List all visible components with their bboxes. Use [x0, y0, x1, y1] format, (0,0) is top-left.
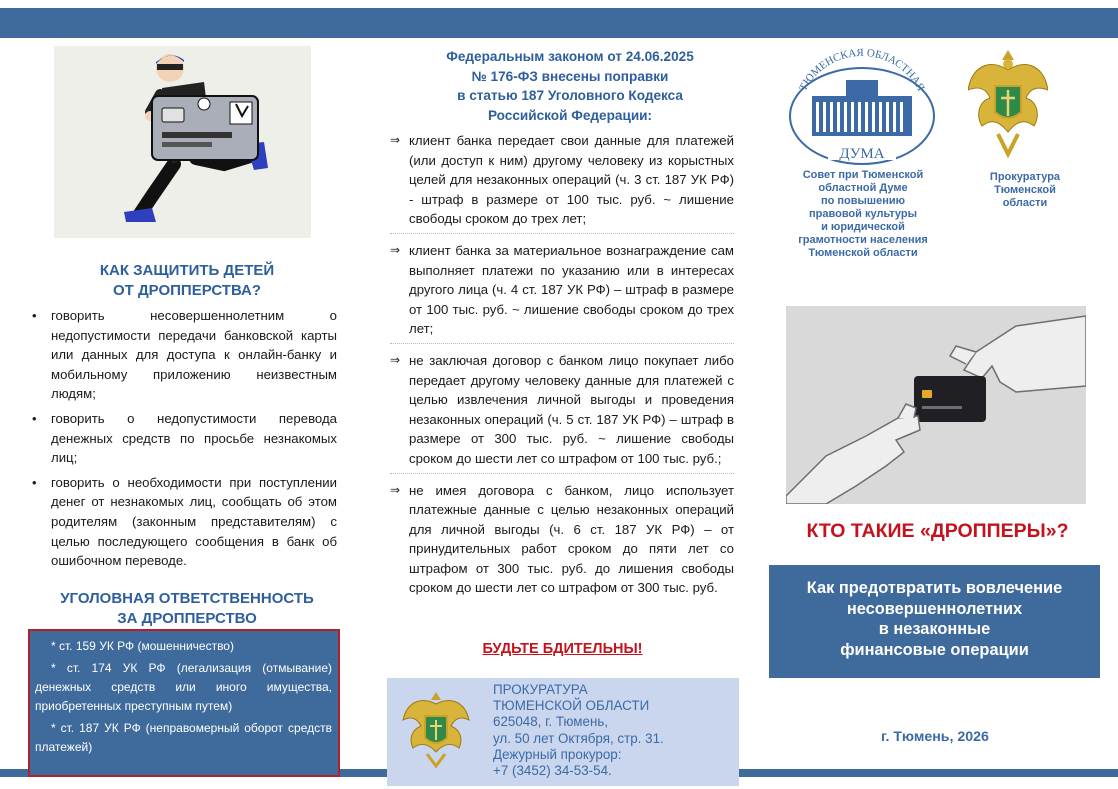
contact-line: 625048, г. Тюмень,	[493, 714, 609, 730]
protect-title-line1: КАК ЗАЩИТИТЬ ДЕТЕЙ	[99, 262, 275, 279]
prevent-involvement-banner	[769, 565, 1100, 678]
duma-logo-arc-text: ТЮМЕНСКАЯ ОБЛАСТНАЯ	[797, 46, 927, 94]
contact-line: ПРОКУРАТУРА	[493, 682, 588, 697]
caption-line: Прокуратура	[989, 171, 1061, 183]
amendment-text: клиент банка передает свои данные для платежей (или доступ к ним) другому человеку из корыстных целей для незаконных операций (ч. 3 ст. 187 УК РФ) - штраф в размере от 100 тыс. руб. ~ лишение свободы сроком до трех лет;	[409, 133, 734, 227]
list-item	[390, 351, 734, 474]
federal-law-header	[400, 47, 740, 125]
duma-council-caption	[778, 169, 948, 260]
prosecutor-emblem-icon	[401, 686, 471, 770]
criminal-liability-title	[28, 589, 346, 629]
protect-children-title	[28, 261, 346, 301]
contact-line: ТЮМЕНСКОЙ ОБЛАСТИ	[493, 698, 650, 714]
liability-title-line1: УГОЛОВНАЯ ОТВЕТСТВЕННОСТЬ	[60, 590, 314, 607]
banner-line: в незаконные	[878, 620, 991, 639]
law-header-line: Российской Федерации:	[487, 107, 653, 123]
liability-title-line2: ЗА ДРОППЕРСТВО	[117, 610, 257, 627]
liability-article: * ст. 187 УК РФ (неправомерный оборот средств платежей)	[35, 721, 332, 754]
amendment-text: не заключая договор с банком лицо покупает либо передает другому человеку данные для платежей с целью извлечения личной выгоды и проведения незаконных операций (ч. 5 ст. 187 УК РФ) – штраф в размере от 300 тыс. руб. ~ лишение свободы сроком до шести лет со штрафом от 100 тыс. руб.;	[409, 352, 734, 466]
contact-line: ул. 50 лет Октября, стр. 31.	[493, 730, 664, 746]
banner-line: Как предотвратить вовлечение	[806, 579, 1063, 597]
contact-phone: +7 (3452) 34-53-54.	[493, 763, 612, 779]
double-arrow-icon: ⇒	[390, 482, 401, 497]
caption-line: правовой культуры	[809, 208, 917, 220]
caption-line: и юридической	[821, 221, 905, 233]
caption-line: областной Думе	[818, 182, 908, 194]
prosecutor-contact-text	[493, 682, 733, 779]
hands-passing-card-photo	[786, 306, 1086, 504]
caption-line: Совет при Тюменской	[802, 169, 924, 181]
liability-article: * ст. 159 УК РФ (мошенничество)	[51, 639, 234, 653]
prosecutor-office-emblem-icon	[968, 46, 1048, 162]
be-vigilant-heading: БУДЬТЕ БДИТЕЛЬНЫ!	[482, 641, 643, 657]
list-item	[390, 241, 734, 344]
law-amendments-list	[390, 131, 734, 605]
double-arrow-icon: ⇒	[390, 242, 401, 257]
duma-logo-word: ДУМА	[839, 146, 885, 162]
amendment-text: не имея договора с банком, лицо использует платежные данные с целью незаконных операций для личной выгоды (ч. 6 ст. 187 УК РФ) – от принудительных работ сроком до пяти лет со штрафом от 300 тыс. руб. до лишения свободы сроком до шести лет со штрафом от 300 тыс. руб.	[409, 482, 734, 596]
who-are-droppers-title: КТО ТАКИЕ «ДРОППЕРЫ»?	[806, 520, 1069, 542]
top-color-bar	[0, 8, 1118, 38]
caption-line: Тюменской области	[808, 247, 918, 259]
list-item: • говорить о необходимости при поступлении денег от незнакомых лиц, сообщать об этом родителям (законным представителям) с целью последующего сообщения в банк об ошибочном переводе.	[32, 473, 337, 571]
list-item: • говорить о недопустимости перевода денежных средств по просьбе незнакомых лиц;	[32, 409, 337, 468]
law-header-line: № 176-ФЗ внесены поправки	[471, 68, 669, 84]
banner-line: несовершеннолетних	[846, 599, 1023, 618]
protect-title-line2: ОТ ДРОППЕРСТВА?	[112, 282, 262, 299]
amendment-text: клиент банка за материальное вознаграждение сам выполняет платежи по указанию или в интересах другого лица (ч. 4 ст. 187 УК РФ) – штраф в размере от 100 тыс. руб. ~ лишение свободы сроком до трех лет;	[409, 242, 734, 337]
law-header-line: в статью 187 Уголовного Кодекса	[457, 88, 683, 104]
caption-line: по повышению	[820, 195, 906, 207]
running-thief-illustration	[54, 46, 311, 238]
caption-line: грамотности населения	[798, 234, 928, 246]
tyumen-duma-logo	[782, 46, 942, 166]
prosecutor-office-caption	[970, 171, 1080, 210]
double-arrow-icon: ⇒	[390, 352, 401, 367]
caption-line: области	[1002, 197, 1048, 209]
city-year: г. Тюмень, 2026	[881, 729, 989, 745]
law-header-line: Федеральным законом от 24.06.2025	[446, 49, 694, 64]
banner-line: финансовые операции	[840, 640, 1029, 659]
liability-article: * ст. 174 УК РФ (легализация (отмывание) денежных средств или иного имущества, приобретенных преступным путем)	[35, 661, 332, 713]
double-arrow-icon: ⇒	[390, 133, 401, 147]
caption-line: Тюменской	[994, 184, 1056, 196]
list-item: • говорить несовершеннолетним о недопустимости передачи банковской карты или данных для доступа к онлайн-банку и мобильному приложению неизвестным людям;	[32, 306, 337, 404]
list-item	[390, 131, 734, 234]
list-item	[390, 481, 734, 599]
contact-line: Дежурный прокурор:	[493, 746, 622, 762]
criminal-liability-box	[28, 629, 340, 777]
protect-advice-list	[32, 306, 337, 576]
prosecutor-contact-box	[387, 678, 739, 786]
